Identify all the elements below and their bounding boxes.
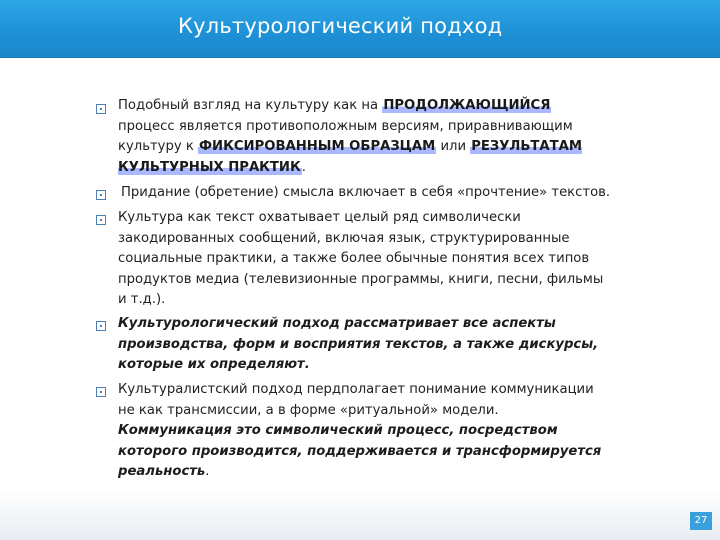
bullet-item-2 (121, 183, 611, 204)
bullet-1-text-d: . (301, 159, 306, 175)
slide-title: Культурологический подход (178, 14, 503, 38)
highlight-fixed-patterns: ФИКСИРОВАННЫМ ОБРАЗЦАМ (198, 139, 436, 154)
bullet-1-text-a: Подобный взгляд на культуру как на (118, 98, 383, 113)
bullet-5-text-end: . (205, 464, 210, 479)
bullet-square-icon (96, 321, 106, 331)
bullet-1-text-c: или (436, 139, 471, 154)
bullet-item-4 (118, 314, 608, 376)
bullet-square-icon (96, 215, 106, 225)
bullet-4-bold-text: Культурологический подход рассматривает все аспекты производства, форм и восприятия текстов, а также дискурсы, которые их определяют. (118, 316, 599, 372)
bullet-item-3 (118, 208, 608, 311)
highlight-cultural-practices: РЕЗУЛЬТАТАМ КУЛЬТУРНЫХ ПРАКТИК (118, 139, 582, 175)
bullet-5-bold-text: Коммуникация это символический процесс, посредством которого производится, поддерживается и трансформируется реальность (118, 423, 602, 479)
bullet-item-5 (118, 380, 608, 483)
highlight-continuing: ПРОДОЛЖАЮЩИЙСЯ (383, 98, 551, 113)
bullet-square-icon (96, 190, 106, 200)
bullet-item-1 (118, 96, 608, 178)
bullet-5-text: Культуралистский подход пердполагает понимание коммуникации не как трансмиссии, а в форме «ритуальной» модели. (118, 382, 594, 418)
page-number-badge: 27 (690, 512, 712, 530)
bullet-1-text-b: процесс является противоположным версиям, приравнивающим культуру к (118, 118, 573, 154)
slide-footer (0, 490, 720, 540)
bullet-square-icon (96, 104, 106, 114)
bullet-square-icon (96, 387, 106, 397)
bullet-2-text: Придание (обретение) смысла включает в себя «прочтение» текстов. (121, 185, 611, 200)
bullet-3-text: Культура как текст охватывает целый ряд символически закодированных сообщений, включая язык, структурированные социальные практики, а также более обычные понятия всех типов продуктов медиа (телевизионные программы, книги, песни, фильмы и т.д.). (118, 210, 604, 307)
